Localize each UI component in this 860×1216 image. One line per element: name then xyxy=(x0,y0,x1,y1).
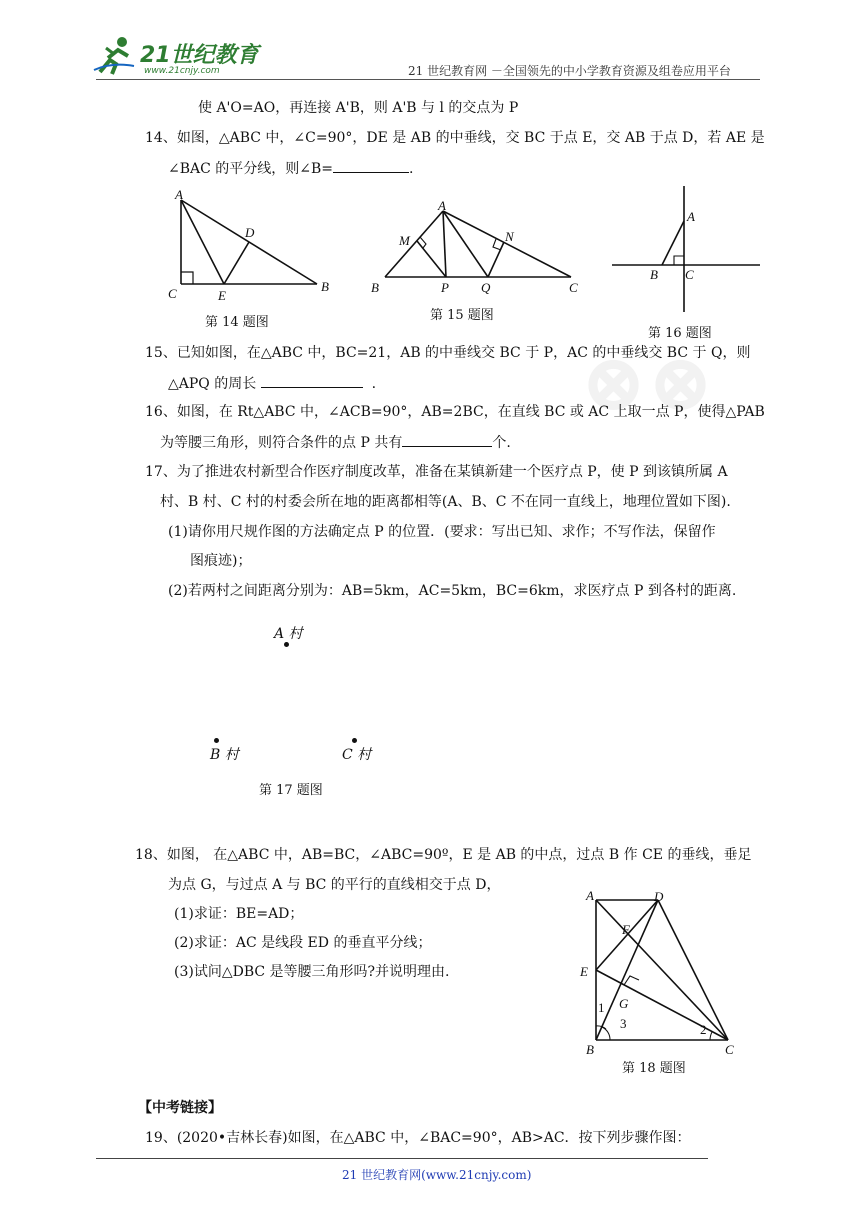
fig14-label-C: C xyxy=(168,286,177,301)
fig15-label-M: M xyxy=(399,233,410,248)
q16-line1: 16、如图，在 Rt△ABC 中，∠ACB=90°，AB=2BC，在直线 BC 或 AC 上取一点 P，使得△PAB xyxy=(145,404,765,420)
logo-url: www.21cnjy.com xyxy=(144,66,220,76)
footer-divider xyxy=(96,1158,708,1159)
q15-line2: △APQ 的周长 . xyxy=(168,373,376,394)
village-c-label: C 村 xyxy=(342,747,372,763)
q17-part2: (2)若两村之间距离分别为：AB=5km，AC=5km，BC=6km，求医疗点 P 到各村的距离. xyxy=(168,583,737,599)
answer-blank[interactable] xyxy=(333,158,409,173)
caption-fig18: 第 18 题图 xyxy=(622,1061,686,1076)
caption-fig15: 第 15 题图 xyxy=(430,308,494,323)
fig16-label-A: A xyxy=(687,209,695,224)
fig18-label-C: C xyxy=(725,1042,734,1057)
runner-logo-icon xyxy=(92,34,136,78)
fig14-label-A: A xyxy=(175,188,183,202)
fig14-label-B: B xyxy=(321,279,329,294)
fig15-label-Q: Q xyxy=(481,280,491,295)
q18-line1: 18、如图， 在△ABC 中，AB=BC，∠ABC=90º，E 是 AB 的中点，过点 B 作 CE 的垂线，垂足 xyxy=(135,847,752,863)
q13-continued: 使 A'O=AO，再连接 A'B，则 A'B 与 l 的交点为 P xyxy=(198,100,519,116)
caption-fig17: 第 17 题图 xyxy=(259,783,323,798)
site-logo xyxy=(92,34,262,80)
q17-line1: 17、为了推进农村新型合作医疗制度改革，准备在某镇新建一个医疗点 P，使 P 到该镇所属 A xyxy=(145,464,728,480)
figure-15 xyxy=(368,198,583,296)
fig18-label-A: A xyxy=(586,888,594,903)
fig18-label-D: D xyxy=(654,889,664,904)
q15-line1: 15、已知如图，在△ABC 中，BC=21，AB 的中垂线交 BC 于 P，AC 的中垂线交 BC 于 Q，则 xyxy=(145,345,751,361)
q17-part1-line2: 图痕迹)； xyxy=(190,553,252,569)
caption-fig14: 第 14 题图 xyxy=(205,315,269,330)
q17-part1-line1: (1)请你用尺规作图的方法确定点 P 的位置．(要求：写出已知、求作；不写作法，保留作 xyxy=(168,524,716,540)
fig15-label-N: N xyxy=(505,229,514,244)
header-divider xyxy=(96,79,760,80)
village-c-point xyxy=(352,738,357,743)
figure-16 xyxy=(610,184,762,316)
q18-part2: (2)求证：AC 是线段 ED 的垂直平分线； xyxy=(174,935,432,951)
fig14-label-E: E xyxy=(218,288,226,303)
village-b-point xyxy=(214,738,219,743)
fig15-label-A: A xyxy=(438,198,446,213)
fig16-label-C: C xyxy=(685,267,694,282)
fig18-label-F: F xyxy=(622,922,630,937)
fig18-angle-1: 1 xyxy=(598,1000,605,1015)
fig15-label-B: B xyxy=(371,280,379,295)
fig18-label-E: E xyxy=(580,964,588,979)
q18-line2: 为点 G，与过点 A 与 BC 的平行的直线相交于点 D， xyxy=(168,877,501,893)
figure-14 xyxy=(165,188,335,303)
fig18-label-B: B xyxy=(586,1042,594,1057)
logo-text: 21世纪教育 xyxy=(140,43,259,68)
svg-text:⊗⊗: ⊗⊗ xyxy=(580,340,715,428)
fig16-label-B: B xyxy=(650,267,658,282)
fig15-label-P: P xyxy=(441,280,449,295)
q19-line1: 19、(2020•吉林长春)如图，在△ABC 中，∠BAC=90°，AB>AC．按下列步骤作图： xyxy=(145,1130,691,1146)
caption-fig16: 第 16 题图 xyxy=(648,326,712,341)
village-a-label: A 村 xyxy=(274,626,303,642)
fig18-angle-3: 3 xyxy=(620,1016,627,1031)
q16-line2: 为等腰三角形，则符合条件的点 P 共有 个. xyxy=(160,432,511,453)
fig14-label-D: D xyxy=(245,225,255,240)
q18-part1: (1)求证：BE=AD； xyxy=(174,906,304,922)
village-b-label: B 村 xyxy=(210,747,239,763)
q18-part3: (3)试问△DBC 是等腰三角形吗?并说明理由. xyxy=(174,964,450,980)
footer-text[interactable]: 21 世纪教育网(www.21cnjy.com) xyxy=(342,1168,532,1182)
q14-line2: ∠BAC 的平分线，则∠B= . xyxy=(168,158,414,179)
q14-line1: 14、如图，△ABC 中，∠C=90°，DE 是 AB 的中垂线，交 BC 于点 E，交 AB 于点 D，若 AE 是 xyxy=(145,130,765,146)
header-site-description: 21 世纪教育网 －全国领先的中小学教育资源及组卷应用平台 xyxy=(408,64,731,78)
section-heading: 【中考链接】 xyxy=(138,1100,222,1116)
q17-line2: 村、B 村、C 村的村委会所在地的距离都相等(A、B、C 不在同一直线上，地理位置如下图). xyxy=(160,494,731,510)
answer-blank[interactable] xyxy=(261,373,363,388)
answer-blank[interactable] xyxy=(402,432,492,447)
village-a-point xyxy=(284,642,289,647)
fig18-label-G: G xyxy=(619,996,629,1011)
figure-18 xyxy=(570,888,750,1058)
fig18-angle-2: 2 xyxy=(700,1022,707,1037)
fig15-label-C: C xyxy=(569,280,578,295)
